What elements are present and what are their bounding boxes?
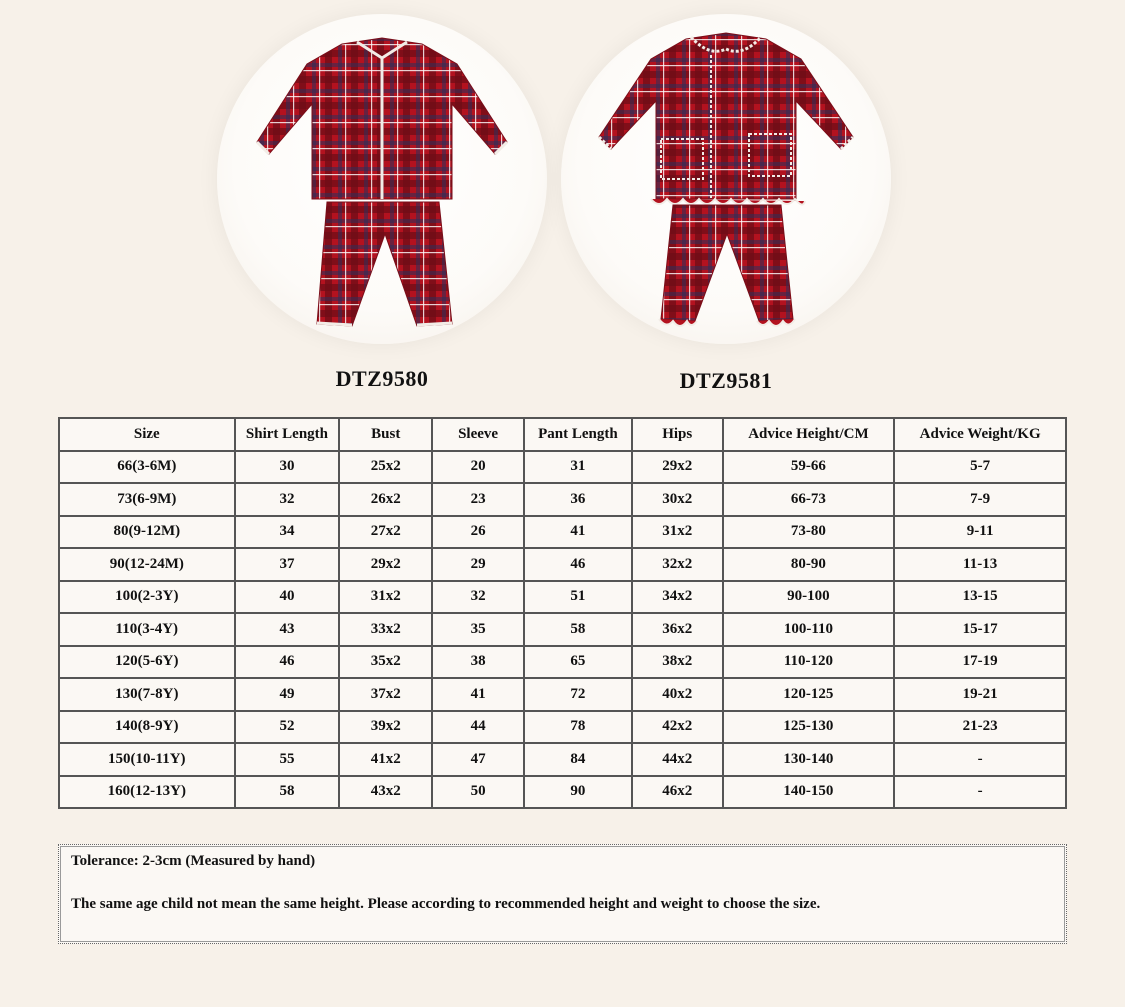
table-cell: 73-80 [723, 516, 895, 549]
table-cell: 21-23 [894, 711, 1066, 744]
table-cell: 33x2 [339, 613, 432, 646]
table-cell: 44 [432, 711, 524, 744]
table-cell: 17-19 [894, 646, 1066, 679]
table-cell: 110(3-4Y) [59, 613, 235, 646]
table-cell: 90(12-24M) [59, 548, 235, 581]
table-cell: 90 [524, 776, 632, 809]
table-row [59, 451, 1066, 484]
product-image-frame [561, 14, 891, 344]
table-cell: 73(6-9M) [59, 483, 235, 516]
table-row [59, 776, 1066, 809]
table-cell: 120-125 [723, 678, 895, 711]
table-cell: 140(8-9Y) [59, 711, 235, 744]
table-row [59, 646, 1066, 679]
table-cell: 65 [524, 646, 632, 679]
table-cell: 78 [524, 711, 632, 744]
red-plaid-pajama-set-image [247, 24, 517, 334]
table-cell: 20 [432, 451, 524, 484]
table-cell: 41x2 [339, 743, 432, 776]
table-cell: 50 [432, 776, 524, 809]
table-cell: 42x2 [632, 711, 723, 744]
table-cell: 46 [235, 646, 340, 679]
table-cell: 37x2 [339, 678, 432, 711]
table-cell: 25x2 [339, 451, 432, 484]
table-cell: 39x2 [339, 711, 432, 744]
table-cell: 34 [235, 516, 340, 549]
product-image-frame [217, 14, 547, 344]
table-cell: 100(2-3Y) [59, 581, 235, 614]
table-cell: 46x2 [632, 776, 723, 809]
table-cell: 13-15 [894, 581, 1066, 614]
size-chart-table [58, 417, 1067, 809]
header-hips: Hips [632, 418, 723, 451]
table-cell: 80(9-12M) [59, 516, 235, 549]
table-cell: 36 [524, 483, 632, 516]
table-header-row [59, 418, 1066, 451]
table-cell: 26x2 [339, 483, 432, 516]
table-cell: 27x2 [339, 516, 432, 549]
product-dtz9580 [212, 14, 552, 392]
table-cell: 31 [524, 451, 632, 484]
table-cell: 120(5-6Y) [59, 646, 235, 679]
table-body [59, 451, 1066, 809]
table-cell: 15-17 [894, 613, 1066, 646]
table-cell: 43x2 [339, 776, 432, 809]
table-row [59, 678, 1066, 711]
table-row [59, 548, 1066, 581]
table-cell: 29x2 [632, 451, 723, 484]
table-cell: 30x2 [632, 483, 723, 516]
table-cell: 30 [235, 451, 340, 484]
table-cell: 52 [235, 711, 340, 744]
table-cell: 66(3-6M) [59, 451, 235, 484]
header-sleeve: Sleeve [432, 418, 524, 451]
table-cell: 84 [524, 743, 632, 776]
table-cell: 59-66 [723, 451, 895, 484]
table-cell: 100-110 [723, 613, 895, 646]
table-cell: 7-9 [894, 483, 1066, 516]
table-cell: 38x2 [632, 646, 723, 679]
table-cell: 35 [432, 613, 524, 646]
table-cell: 9-11 [894, 516, 1066, 549]
table-cell: 40 [235, 581, 340, 614]
table-cell: 38 [432, 646, 524, 679]
table-cell: 40x2 [632, 678, 723, 711]
table-cell: 130-140 [723, 743, 895, 776]
table-cell: 11-13 [894, 548, 1066, 581]
table-cell: 23 [432, 483, 524, 516]
red-plaid-ruffle-pajama-set-image [591, 19, 861, 339]
table-cell: - [894, 776, 1066, 809]
table-cell: 31x2 [632, 516, 723, 549]
table-cell: 130(7-8Y) [59, 678, 235, 711]
header-shirt-length: Shirt Length [235, 418, 340, 451]
notes-box [58, 844, 1067, 944]
table-cell: 51 [524, 581, 632, 614]
table-cell: 72 [524, 678, 632, 711]
table-cell: 19-21 [894, 678, 1066, 711]
table-cell: 36x2 [632, 613, 723, 646]
table-row [59, 743, 1066, 776]
table-row [59, 516, 1066, 549]
table-cell: 32 [235, 483, 340, 516]
table-cell: 58 [524, 613, 632, 646]
table-cell: 37 [235, 548, 340, 581]
table-cell: 26 [432, 516, 524, 549]
table-cell: 32 [432, 581, 524, 614]
table-cell: 55 [235, 743, 340, 776]
product-dtz9581 [556, 14, 896, 394]
product-code-dtz9581: DTZ9581 [679, 368, 773, 393]
table-cell: 47 [432, 743, 524, 776]
table-cell: 110-120 [723, 646, 895, 679]
table-cell: 43 [235, 613, 340, 646]
product-code-dtz9580: DTZ9580 [335, 366, 429, 391]
table-cell: 90-100 [723, 581, 895, 614]
table-cell: 150(10-11Y) [59, 743, 235, 776]
table-cell: 35x2 [339, 646, 432, 679]
header-advice-height: Advice Height/CM [723, 418, 895, 451]
table-row [59, 483, 1066, 516]
header-bust: Bust [339, 418, 432, 451]
table-cell: 80-90 [723, 548, 895, 581]
table-cell: - [894, 743, 1066, 776]
table-cell: 46 [524, 548, 632, 581]
table-cell: 140-150 [723, 776, 895, 809]
table-cell: 66-73 [723, 483, 895, 516]
table-cell: 41 [432, 678, 524, 711]
header-size: Size [59, 418, 235, 451]
table-cell: 29 [432, 548, 524, 581]
table-cell: 31x2 [339, 581, 432, 614]
table-cell: 58 [235, 776, 340, 809]
table-cell: 41 [524, 516, 632, 549]
tolerance-note: Tolerance: 2-3cm (Measured by hand) [71, 853, 316, 869]
table-cell: 160(12-13Y) [59, 776, 235, 809]
size-advice-note: The same age child not mean the same height. Please according to recommended height and weight to choose the size. [71, 896, 821, 912]
table-cell: 125-130 [723, 711, 895, 744]
table-cell: 49 [235, 678, 340, 711]
table-row [59, 581, 1066, 614]
table-cell: 5-7 [894, 451, 1066, 484]
header-advice-weight: Advice Weight/KG [894, 418, 1066, 451]
table-cell: 44x2 [632, 743, 723, 776]
table-cell: 32x2 [632, 548, 723, 581]
table-cell: 34x2 [632, 581, 723, 614]
table-row [59, 711, 1066, 744]
table-row [59, 613, 1066, 646]
header-pant-length: Pant Length [524, 418, 632, 451]
table-cell: 29x2 [339, 548, 432, 581]
